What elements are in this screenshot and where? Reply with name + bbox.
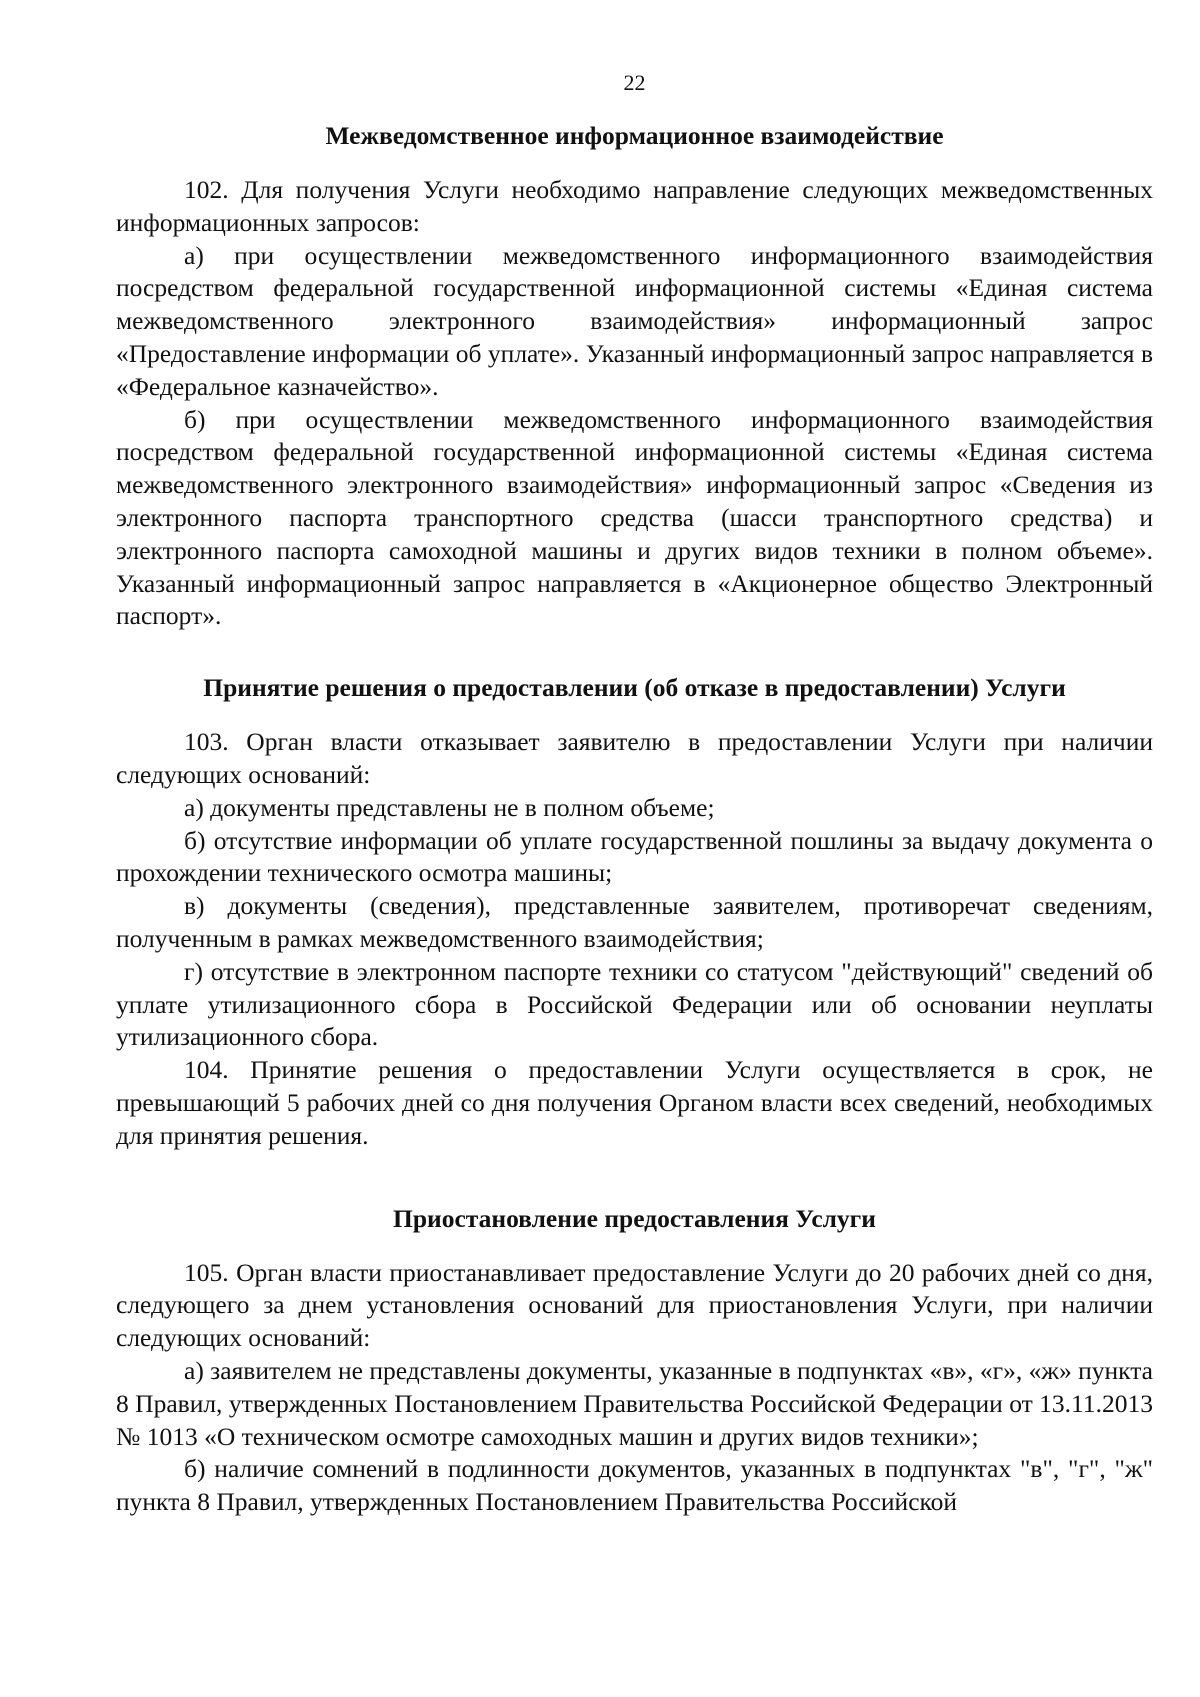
page-number: 22 <box>623 70 646 95</box>
paragraph: а) документы представлены не в полном объеме; <box>184 792 715 822</box>
paragraph: 102. Для получения Услуги необходимо направление следующих межведомственных информационных запросов: <box>116 175 1153 237</box>
section-suspension <box>116 1201 1153 1519</box>
paragraph: 105. Орган власти приостанавливает предоставление Услуги до 20 рабочих дней со дня, следующего за днем установления оснований для приостановления Услуги, при наличии следующих оснований: <box>116 1257 1153 1353</box>
paragraph: 104. Принятие решения о предоставлении Услуги осуществляется в срок, не превышающий 5 рабочих дней со дня получения Органом власти всех сведений, необходимых для принятия решения. <box>116 1055 1153 1150</box>
section-heading: Принятие решения о предоставлении (об отказе в предоставлении) Услуги <box>203 673 1066 703</box>
paragraph: б) отсутствие информации об уплате государственной пошлины за выдачу документа о прохождении технического осмотра машины; <box>116 825 1153 888</box>
paragraph: а) при осуществлении межведомственного информационного взаимодействия посредством федеральной государственной информационной системы «Единая система межведомственного электронного взаимодействия» информационный запрос «Предоставление информации об уплате». Указанный информационный запрос направляется в «Федеральное казначейство». <box>116 240 1153 401</box>
paragraph: б) при осуществлении межведомственного информационного взаимодействия посредством федеральной государственной информационной системы «Единая система межведомственного электронного взаимодействия» информационный запрос «Сведения из электронного паспорта транспортного средства (шасси транспортного средства) и электронного паспорта самоходной машины и других видов техники в полном объеме». Указанный информационный запрос направляется в «Акционерное общество Электронный паспорт». <box>116 404 1153 631</box>
section-interagency-interaction <box>116 118 1153 633</box>
paragraph: 103. Орган власти отказывает заявителю в предоставлении Услуги при наличии следующих оснований: <box>116 727 1153 789</box>
paragraph: а) заявителем не представлены документы, указанные в подпунктах «в», «г», «ж» пункта 8 Правил, утвержденных Постановлением Правительства Российской Федерации от 13.11.2013 № 1013 «О техническом осмотре самоходных машин и других видов техники»; <box>116 1355 1153 1451</box>
document-body <box>116 118 1153 1519</box>
section-decision <box>116 670 1153 1152</box>
paragraph: г) отсутствие в электронном паспорте техники со статусом "действующий" сведений об уплате утилизационного сбора в Российской Федерации или об основании неуплаты утилизационного сбора. <box>116 956 1153 1052</box>
document-page <box>116 0 1153 1697</box>
section-heading: Приостановление предоставления Услуги <box>393 1203 876 1233</box>
paragraph: б) наличие сомнений в подлинности документов, указанных в подпунктах "в", "г", "ж" пункта 8 Правил, утвержденных Постановлением Правительства Российской <box>116 1454 1153 1517</box>
paragraph: в) документы (сведения), представленные заявителем, противоречат сведениям, полученным в рамках межведомственного взаимодействия; <box>116 891 1153 953</box>
section-heading: Межведомственное информационное взаимодействие <box>325 121 944 150</box>
